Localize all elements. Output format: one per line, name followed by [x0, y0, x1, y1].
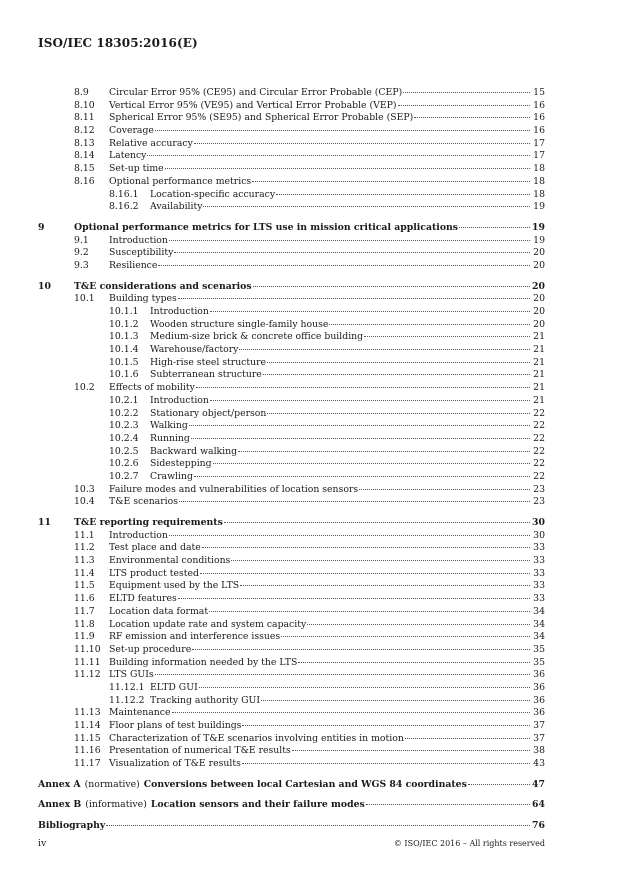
page-number: iv — [38, 838, 47, 849]
toc-num: 10.2.4 — [109, 432, 139, 444]
toc-num: 8.16.1 — [109, 188, 139, 200]
toc-title: Circular Error 95% (CE95) and Circular Error Probable (CEP) — [109, 87, 403, 98]
toc-page: 33 — [533, 542, 545, 554]
leader-dots — [165, 167, 530, 169]
toc-page: 64 — [532, 799, 545, 811]
toc-page: 20 — [533, 318, 545, 330]
toc-page: 22 — [533, 458, 545, 470]
toc-title: Relative accuracy — [109, 137, 193, 149]
toc-page: 22 — [533, 445, 545, 457]
toc-num: 8.14 — [74, 150, 95, 162]
toc-page: 33 — [533, 593, 545, 605]
toc-title: Location update rate and system capacity — [109, 618, 307, 630]
toc-title: Warehouse/factory — [150, 344, 239, 356]
toc-entry[interactable] — [38, 682, 545, 695]
leader-dots — [106, 824, 530, 826]
toc-page: 23 — [533, 496, 545, 508]
toc-page: 21 — [533, 356, 545, 368]
toc-entry[interactable] — [38, 484, 545, 497]
table-of-contents — [38, 87, 545, 833]
toc-title: Set-up procedure — [109, 643, 192, 655]
toc-page: 37 — [533, 732, 545, 744]
toc-page: 16 — [533, 99, 545, 111]
leader-dots — [196, 386, 530, 388]
toc-num: 10.1.1 — [109, 306, 139, 317]
toc-title: RF emission and interference issues — [109, 631, 281, 643]
toc-title: Effects of mobility — [109, 382, 195, 394]
leader-dots — [398, 104, 530, 106]
toc-group-11-12 — [38, 682, 545, 707]
toc-num: 11.15 — [74, 732, 101, 744]
toc-entry[interactable] — [38, 306, 545, 319]
leader-dots — [178, 597, 530, 599]
toc-group-8 — [38, 87, 545, 189]
leader-dots — [172, 711, 531, 713]
toc-title: Wooden structure single-family house — [150, 318, 329, 330]
toc-entry[interactable] — [38, 369, 545, 382]
toc-num: 11.13 — [74, 707, 101, 719]
leader-dots — [192, 648, 530, 650]
toc-num: 8.15 — [74, 163, 95, 175]
toc-entry-10-2[interactable] — [38, 382, 545, 395]
toc-num: 10.2.5 — [109, 445, 139, 457]
leader-dots — [240, 584, 530, 586]
toc-page: 33 — [533, 555, 545, 567]
bibliography-title: Bibliography — [38, 820, 106, 832]
leader-dots — [359, 488, 530, 490]
toc-num: 11.3 — [74, 555, 95, 567]
toc-entry[interactable] — [38, 593, 545, 606]
toc-title: Optional performance metrics for LTS use in mission critical applications — [74, 221, 459, 233]
toc-entry[interactable] — [38, 176, 545, 189]
toc-num: 11.14 — [74, 720, 101, 731]
toc-num: 10.1.5 — [109, 356, 139, 368]
toc-entry[interactable] — [38, 631, 545, 644]
toc-entry[interactable] — [38, 471, 545, 484]
annex-label: Annex B — [38, 799, 82, 811]
leader-dots — [252, 180, 530, 182]
toc-entry[interactable] — [38, 420, 545, 433]
leader-dots — [231, 559, 530, 561]
toc-entry[interactable] — [38, 669, 545, 682]
toc-page: 30 — [533, 529, 545, 541]
toc-title: Presentation of numerical T&E results — [109, 745, 291, 757]
toc-page: 35 — [533, 656, 545, 668]
toc-page: 17 — [533, 150, 545, 162]
toc-page: 36 — [533, 694, 545, 706]
leader-dots — [366, 803, 530, 805]
toc-num: 8.12 — [74, 125, 95, 137]
toc-title: Running — [150, 432, 190, 444]
toc-entry[interactable] — [38, 657, 545, 670]
toc-num: 11.1 — [74, 529, 95, 541]
toc-title: Medium-size brick & concrete office building — [150, 331, 364, 343]
toc-entry[interactable] — [38, 247, 545, 260]
toc-entry[interactable] — [38, 163, 545, 176]
toc-page: 21 — [533, 382, 545, 394]
toc-num: 11.16 — [74, 745, 101, 757]
toc-num: 10.2 — [74, 382, 95, 394]
leader-dots — [155, 129, 530, 131]
leader-dots — [200, 572, 530, 574]
toc-title: High-rise steel structure — [150, 356, 267, 368]
toc-entry[interactable] — [38, 100, 545, 113]
toc-entry[interactable] — [38, 580, 545, 593]
toc-title: ELTD features — [109, 593, 177, 605]
leader-dots — [292, 749, 530, 751]
toc-title: Backward walking — [150, 445, 238, 457]
toc-num: 9 — [38, 221, 45, 233]
toc-title: Spherical Error 95% (SE95) and Spherical Error Probable (SEP) — [109, 112, 414, 124]
toc-title: Maintenance — [109, 707, 171, 719]
toc-entry[interactable] — [38, 458, 545, 471]
leader-dots — [253, 285, 530, 287]
toc-num: 10.1.6 — [109, 369, 139, 381]
leader-dots — [224, 521, 530, 523]
toc-title: Tracking authority GUI — [150, 694, 261, 706]
leader-dots — [276, 193, 530, 195]
toc-entry[interactable] — [38, 433, 545, 446]
toc-page: 34 — [533, 605, 545, 617]
leader-dots — [403, 91, 530, 93]
toc-group-10-end — [38, 484, 545, 509]
toc-section-10[interactable] — [38, 281, 545, 294]
toc-page: 16 — [533, 125, 545, 137]
toc-title: Latency — [109, 150, 147, 162]
toc-num: 10.3 — [74, 483, 95, 495]
toc-entry[interactable] — [38, 125, 545, 138]
leader-dots — [202, 546, 530, 548]
toc-entry-10-1[interactable] — [38, 293, 545, 306]
toc-entry[interactable] — [38, 446, 545, 459]
leader-dots — [261, 699, 530, 701]
leader-dots — [267, 412, 530, 414]
toc-num: 10.2.3 — [109, 420, 139, 432]
toc-entry[interactable] — [38, 395, 545, 408]
toc-page: 23 — [533, 483, 545, 495]
toc-title: Environmental conditions — [109, 555, 231, 567]
leader-dots — [281, 635, 530, 637]
toc-title: Introduction — [109, 529, 168, 541]
toc-entry[interactable] — [38, 408, 545, 421]
leader-dots — [174, 251, 530, 253]
toc-num: 10.2.7 — [109, 470, 139, 482]
toc-title: Test place and date — [109, 542, 201, 554]
toc-num: 11.12.1 — [109, 681, 145, 693]
toc-entry[interactable] — [38, 695, 545, 708]
toc-title: Failure modes and vulnerabilities of location sensors — [109, 483, 359, 495]
toc-title: Resilience — [109, 259, 158, 271]
toc-entry[interactable] — [38, 138, 545, 151]
leader-dots — [147, 154, 530, 156]
toc-num: 11.12.2 — [109, 694, 145, 706]
toc-num: 8.10 — [74, 99, 95, 111]
toc-entry[interactable] — [38, 707, 545, 720]
toc-num: 10.2.6 — [109, 458, 139, 470]
toc-page: 20 — [533, 293, 545, 305]
toc-title: Optional performance metrics — [109, 175, 252, 187]
toc-title: LTS GUIs — [109, 669, 154, 681]
leader-dots — [209, 610, 530, 612]
toc-page: 21 — [533, 394, 545, 406]
toc-page: 21 — [533, 344, 545, 356]
toc-num: 8.16.2 — [109, 201, 139, 213]
leader-dots — [169, 534, 530, 536]
toc-num: 11.5 — [74, 580, 95, 592]
toc-page: 20 — [533, 247, 545, 259]
document-header: ISO/IEC 18305:2016(E) — [38, 36, 198, 50]
toc-num: 10 — [38, 280, 51, 292]
toc-page: 21 — [533, 369, 545, 381]
toc-section-9[interactable] — [38, 222, 545, 235]
toc-page: 76 — [532, 820, 545, 832]
toc-entry[interactable] — [38, 530, 545, 543]
toc-entry[interactable] — [38, 260, 545, 273]
toc-entry[interactable] — [38, 542, 545, 555]
toc-num: 11.6 — [74, 593, 95, 605]
toc-page: 36 — [533, 707, 545, 719]
toc-entry[interactable] — [38, 568, 545, 581]
leader-dots — [169, 239, 530, 241]
toc-page: 37 — [533, 720, 545, 731]
leader-dots — [158, 264, 530, 266]
toc-entry[interactable] — [38, 733, 545, 746]
toc-title: Walking — [150, 420, 188, 432]
toc-title: LTS product tested — [109, 567, 199, 579]
toc-annex-b[interactable] — [38, 799, 545, 812]
toc-num: 10.4 — [74, 496, 95, 508]
toc-page: 20 — [533, 259, 545, 271]
toc-page: 22 — [533, 420, 545, 432]
toc-title: ELTD GUI — [150, 681, 198, 693]
toc-entry[interactable] — [38, 644, 545, 657]
toc-page: 33 — [533, 567, 545, 579]
toc-title: Introduction — [150, 306, 209, 317]
copyright-notice: © ISO/IEC 2016 – All rights reserved — [393, 839, 545, 848]
toc-page: 21 — [533, 331, 545, 343]
toc-page: 22 — [533, 432, 545, 444]
annex-kind: (informative) — [85, 799, 147, 811]
leader-dots — [242, 762, 530, 764]
toc-page: 17 — [533, 137, 545, 149]
toc-entry[interactable] — [38, 344, 545, 357]
toc-num: 8.13 — [74, 137, 95, 149]
leader-dots — [459, 226, 530, 228]
toc-bibliography[interactable] — [38, 820, 545, 833]
toc-group-9 — [38, 235, 545, 273]
leader-dots — [210, 399, 530, 401]
toc-title: Subterranean structure — [150, 369, 262, 381]
toc-title: Set-up time — [109, 163, 164, 175]
toc-num: 8.9 — [74, 87, 89, 98]
toc-num: 11.17 — [74, 758, 101, 770]
leader-dots — [298, 661, 530, 663]
toc-page: 43 — [533, 758, 545, 770]
toc-group-11-end — [38, 707, 545, 770]
leader-dots — [267, 361, 530, 363]
toc-title: T&E scenarios — [109, 496, 179, 508]
toc-num: 10.2.2 — [109, 407, 139, 419]
toc-num: 9.3 — [74, 259, 89, 271]
toc-title: Equipment used by the LTS — [109, 580, 240, 592]
toc-page: 36 — [533, 669, 545, 681]
toc-entry[interactable] — [38, 87, 545, 100]
leader-dots — [210, 310, 530, 312]
toc-entry[interactable] — [38, 201, 545, 214]
leader-dots — [307, 623, 530, 625]
leader-dots — [263, 373, 530, 375]
leader-dots — [178, 297, 530, 299]
toc-num: 11.4 — [74, 567, 95, 579]
toc-num: 11 — [38, 517, 51, 528]
toc-page: 19 — [533, 201, 545, 213]
toc-title: Building types — [109, 293, 177, 305]
leader-dots — [468, 783, 530, 785]
toc-annex-a[interactable] — [38, 779, 545, 792]
toc-page: 15 — [533, 87, 545, 98]
toc-page: 36 — [533, 681, 545, 693]
toc-page: 18 — [533, 163, 545, 175]
toc-entry[interactable] — [38, 189, 545, 202]
toc-title: Location-specific accuracy — [150, 188, 276, 200]
toc-entry[interactable] — [38, 758, 545, 771]
leader-dots — [155, 673, 530, 675]
leader-dots — [239, 348, 530, 350]
toc-group-11 — [38, 530, 545, 682]
toc-title: T&E considerations and scenarios — [74, 280, 252, 292]
toc-page: 16 — [533, 112, 545, 124]
leader-dots — [179, 500, 530, 502]
toc-num: 10.2.1 — [109, 394, 139, 406]
toc-title: Introduction — [150, 394, 209, 406]
leader-dots — [242, 724, 530, 726]
leader-dots — [199, 686, 530, 688]
toc-entry[interactable] — [38, 720, 545, 733]
toc-num: 9.1 — [74, 234, 89, 246]
toc-title: Vertical Error 95% (VE95) and Vertical Error Probable (VEP) — [109, 99, 397, 111]
toc-num: 10.1 — [74, 293, 95, 305]
toc-title: Susceptibility — [109, 247, 174, 259]
toc-num: 11.7 — [74, 605, 95, 617]
toc-title: Crawling — [150, 470, 193, 482]
toc-entry[interactable] — [38, 150, 545, 163]
toc-page: 47 — [532, 778, 545, 790]
toc-title: Building information needed by the LTS — [109, 656, 298, 668]
leader-dots — [189, 424, 530, 426]
toc-entry[interactable] — [38, 319, 545, 332]
toc-num: 10.1.3 — [109, 331, 139, 343]
toc-entry[interactable] — [38, 619, 545, 632]
toc-page: 22 — [533, 407, 545, 419]
toc-title: Coverage — [109, 125, 154, 137]
toc-num: 8.11 — [74, 112, 95, 124]
toc-entry[interactable] — [38, 606, 545, 619]
leader-dots — [414, 116, 530, 118]
toc-page: 19 — [533, 234, 545, 246]
toc-title: Visualization of T&E results — [109, 758, 241, 770]
toc-page: 34 — [533, 618, 545, 630]
toc-entry[interactable] — [38, 235, 545, 248]
leader-dots — [329, 323, 530, 325]
toc-section-11[interactable] — [38, 517, 545, 530]
toc-num: 10.1.4 — [109, 344, 139, 356]
toc-entry[interactable] — [38, 357, 545, 370]
toc-page: 30 — [532, 517, 545, 528]
toc-entry[interactable] — [38, 496, 545, 509]
toc-title: Introduction — [109, 234, 168, 246]
toc-group-10-2 — [38, 395, 545, 484]
toc-num: 11.2 — [74, 542, 95, 554]
toc-title: Sidestepping — [150, 458, 212, 470]
toc-title: Location data format — [109, 605, 209, 617]
annex-title: Location sensors and their failure modes — [150, 799, 365, 811]
toc-page: 34 — [533, 631, 545, 643]
leader-dots — [203, 205, 530, 207]
toc-page: 18 — [533, 175, 545, 187]
toc-entry[interactable] — [38, 331, 545, 344]
toc-title: Characterization of T&E scenarios involving entities in motion — [109, 732, 404, 744]
toc-group-8-16 — [38, 189, 545, 214]
toc-page: 33 — [533, 580, 545, 592]
annex-label: Annex A — [38, 778, 81, 790]
leader-dots — [405, 737, 530, 739]
annex-title: Conversions between local Cartesian and WGS 84 coordinates — [143, 778, 467, 790]
toc-num: 9.2 — [74, 247, 89, 259]
leader-dots — [238, 450, 530, 452]
toc-entry[interactable] — [38, 112, 545, 125]
leader-dots — [213, 462, 530, 464]
toc-title: Stationary object/person — [150, 407, 267, 419]
toc-page: 38 — [533, 745, 545, 757]
toc-group-10-1 — [38, 306, 545, 382]
toc-num: 8.16 — [74, 175, 95, 187]
leader-dots — [364, 335, 530, 337]
toc-num: 11.10 — [74, 643, 101, 655]
toc-page: 35 — [533, 643, 545, 655]
toc-num: 10.1.2 — [109, 318, 139, 330]
toc-page: 18 — [533, 188, 545, 200]
toc-title: Floor plans of test buildings — [109, 720, 242, 731]
toc-title: Availability — [150, 201, 203, 213]
toc-num: 11.8 — [74, 618, 95, 630]
leader-dots — [191, 437, 530, 439]
toc-page: 19 — [532, 221, 545, 233]
leader-dots — [194, 142, 530, 144]
toc-page: 20 — [532, 280, 545, 292]
annex-kind: (normative) — [84, 778, 140, 790]
toc-page: 22 — [533, 470, 545, 482]
toc-num: 11.11 — [74, 656, 101, 668]
toc-entry[interactable] — [38, 555, 545, 568]
toc-num: 11.12 — [74, 669, 101, 681]
toc-entry[interactable] — [38, 745, 545, 758]
toc-title: T&E reporting requirements — [74, 517, 223, 528]
leader-dots — [194, 475, 530, 477]
toc-page: 20 — [533, 306, 545, 317]
toc-num: 11.9 — [74, 631, 95, 643]
